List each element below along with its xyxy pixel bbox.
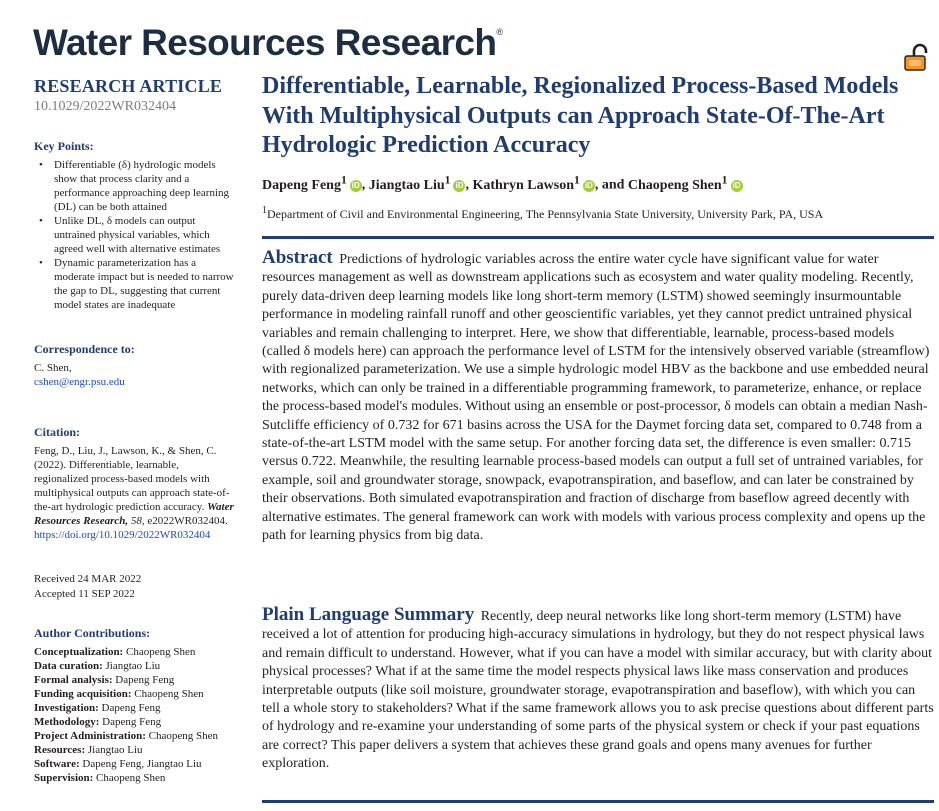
author-contributions-heading: Author Contributions: — [34, 626, 151, 640]
orcid-icon[interactable]: iD — [455, 180, 464, 190]
orcid-icon[interactable]: iD — [351, 180, 360, 190]
correspondence-email-link[interactable]: cshen@engr.psu.edu — [34, 376, 125, 388]
contribution-row: Project Administration: Chaopeng Shen — [34, 730, 219, 742]
contribution-row: Investigation: Dapeng Feng — [34, 702, 161, 714]
article-doi[interactable]: 10.1029/2022WR032404 — [34, 99, 176, 114]
contribution-row: Conceptualization: Chaopeng Shen — [34, 646, 196, 658]
abstract-text: Predictions of hydrologic variables across the entire water cycle have significant value for water resources management as well as downstream applications such as ecosystem and water quality modeling. Recently, purely data-driven deep learning models like long short-term memory (LSTM) showed seemingly insurmountable performance in modeling rainfall runoff and other geoscientific variables, yet they cannot predict untrained physical variables and remain challenging to interpret. Here, we show that differentiable, learnable, process-based models (called δ models here) can approach the performance level of LSTM for the intensively observed variable (streamflow) with regionalized parameterization. We use a simple hydrologic model HBV as the backbone and use embedded neural networks, which can only be trained in a differentiable programming framework, to parameterize, enhance, or replace the process-based model's modules. Without using an ensemble or post-processor, δ models can obtain a median Nash-Sutcliffe efficiency of 0.732 for 671 basins across the USA for the Daymet forcing data set, compared to 0.748 from a state-of-the-art LSTM model with the same setup. For another forcing data set, the difference is even smaller: 0.715 versus 0.722. Meanwhile, the resulting learnable process-based models can output a full set of untrained variables, for example, soil and groundwater storage, snowpack, evapotranspiration, and baseflow, and can later be constrained by their observations. Both simulated evapotranspiration and fraction of discharge from baseflow agreed decently with alternative estimates. The general framework can work with models with various process complexity and opens up the path for learning physics from big data. — [262, 252, 930, 544]
citation-heading: Citation: — [34, 425, 80, 439]
plain-language-summary — [262, 606, 934, 774]
contribution-row: Methodology: Dapeng Feng — [34, 716, 162, 728]
section-divider — [262, 236, 934, 239]
author-contributions-list — [34, 645, 234, 785]
contribution-row: Funding acquisition: Chaopeng Shen — [34, 688, 204, 700]
key-point: • Differentiable (δ) hydrologic models show that process clarity and a performance approaching deep learning (DL) can be both attained — [54, 158, 234, 214]
contribution-row: Software: Dapeng Feng, Jiangtao Liu — [34, 758, 202, 770]
citation-article-id: e2022WR032404. — [147, 515, 228, 527]
sidebar — [34, 76, 234, 785]
citation-journal: Water Resources Research, — [34, 501, 234, 527]
author-list: Dapeng Feng$^1$ iD , Jiangtao Liu$^1$ iD , Kathryn Lawson$^1$ iD , and Chaopeng Shen$^1$ iD — [262, 173, 741, 193]
key-point: • Dynamic parameterization has a moderate impact but is needed to narrow the gap to DL, suggesting that current model states are inadequate — [54, 256, 234, 312]
dates-block — [34, 572, 234, 602]
section-divider — [262, 800, 934, 803]
citation-text: Feng, D., Liu, J., Lawson, K., & Shen, C. (2022). Differentiable, learnable, regionalized process-based models with multiphysical outputs can approach state-of-the-art hydrologic prediction accuracy. — [34, 445, 230, 513]
contribution-row: Formal analysis: Dapeng Feng — [34, 674, 175, 686]
orcid-icon[interactable]: iD — [732, 180, 741, 190]
citation-block — [34, 444, 234, 542]
orcid-icon[interactable]: iD — [584, 180, 593, 190]
key-points-heading: Key Points: — [34, 139, 94, 153]
abstract — [262, 249, 934, 546]
contribution-row: Resources: Jiangtao Liu — [34, 744, 143, 756]
correspondence-name: C. Shen, — [34, 362, 72, 374]
key-point: • Unlike DL, δ models can output untrained physical variables, which agreed well with alternative estimates — [54, 214, 234, 256]
article-type: RESEARCH ARTICLE — [34, 76, 223, 96]
key-points-list — [34, 158, 234, 312]
contribution-row: Supervision: Chaopeng Shen — [34, 772, 166, 784]
journal-title: Water Resources Research® — [33, 22, 503, 63]
author[interactable]: Jiangtao Liu$^1$ iD — [368, 173, 464, 193]
correspondence-heading: Correspondence to: — [34, 342, 135, 356]
plain-language-summary-text: Recently, deep neural networks like long short-term memory (LSTM) have received a lot of attention for producing high-accuracy simulations in hydrology, but they do not respect physical laws and remain difficult to understand. However, what if you can have a model with similar accuracy, but with clarity about physical processes? What if at the same time the model respects physical laws like mass conservation and produces interpretable outputs (like soil moisture, groundwater storage, evapotranspiration and baseflow), with which you can tell a whole story to stakeholders? What if the same framework allows you to ask precise questions about different parts of hydrology and re-examine your understanding of some parts of the physical system or check if your past equations are correct? This paper delivers a system that achieves these grand goals and opens many avenues for further exploration. — [262, 609, 934, 772]
received-date: Received 24 MAR 2022 — [34, 573, 142, 585]
affiliation: $^1$Department of Civil and Environmental Engineering, The Pennsylvania State University, University Park, PA, USA — [262, 205, 824, 221]
contribution-row: Data curation: Jiangtao Liu — [34, 660, 161, 672]
abstract-heading: Abstract — [262, 247, 333, 268]
trademark-symbol: ® — [496, 27, 503, 37]
paper-title: Differentiable, Learnable, Regionalized Process-Based Models With Multiphysical Outputs can Approach State-Of-The-Art Hydrologic Prediction Accuracy — [262, 73, 899, 158]
plain-language-summary-heading: Plain Language Summary — [262, 604, 475, 625]
accepted-date: Accepted 11 SEP 2022 — [34, 588, 135, 600]
citation-volume: 58, — [130, 515, 145, 527]
correspondence-block — [34, 361, 234, 389]
citation-doi-link[interactable]: https://doi.org/10.1029/2022WR032404 — [34, 529, 211, 541]
unlocked-padlock-icon[interactable] — [902, 42, 932, 72]
author[interactable]: Kathryn Lawson$^1$ iD — [472, 173, 593, 193]
author[interactable]: Chaopeng Shen$^1$ iD — [627, 173, 741, 193]
author[interactable]: Dapeng Feng$^1$ iD — [262, 173, 360, 193]
